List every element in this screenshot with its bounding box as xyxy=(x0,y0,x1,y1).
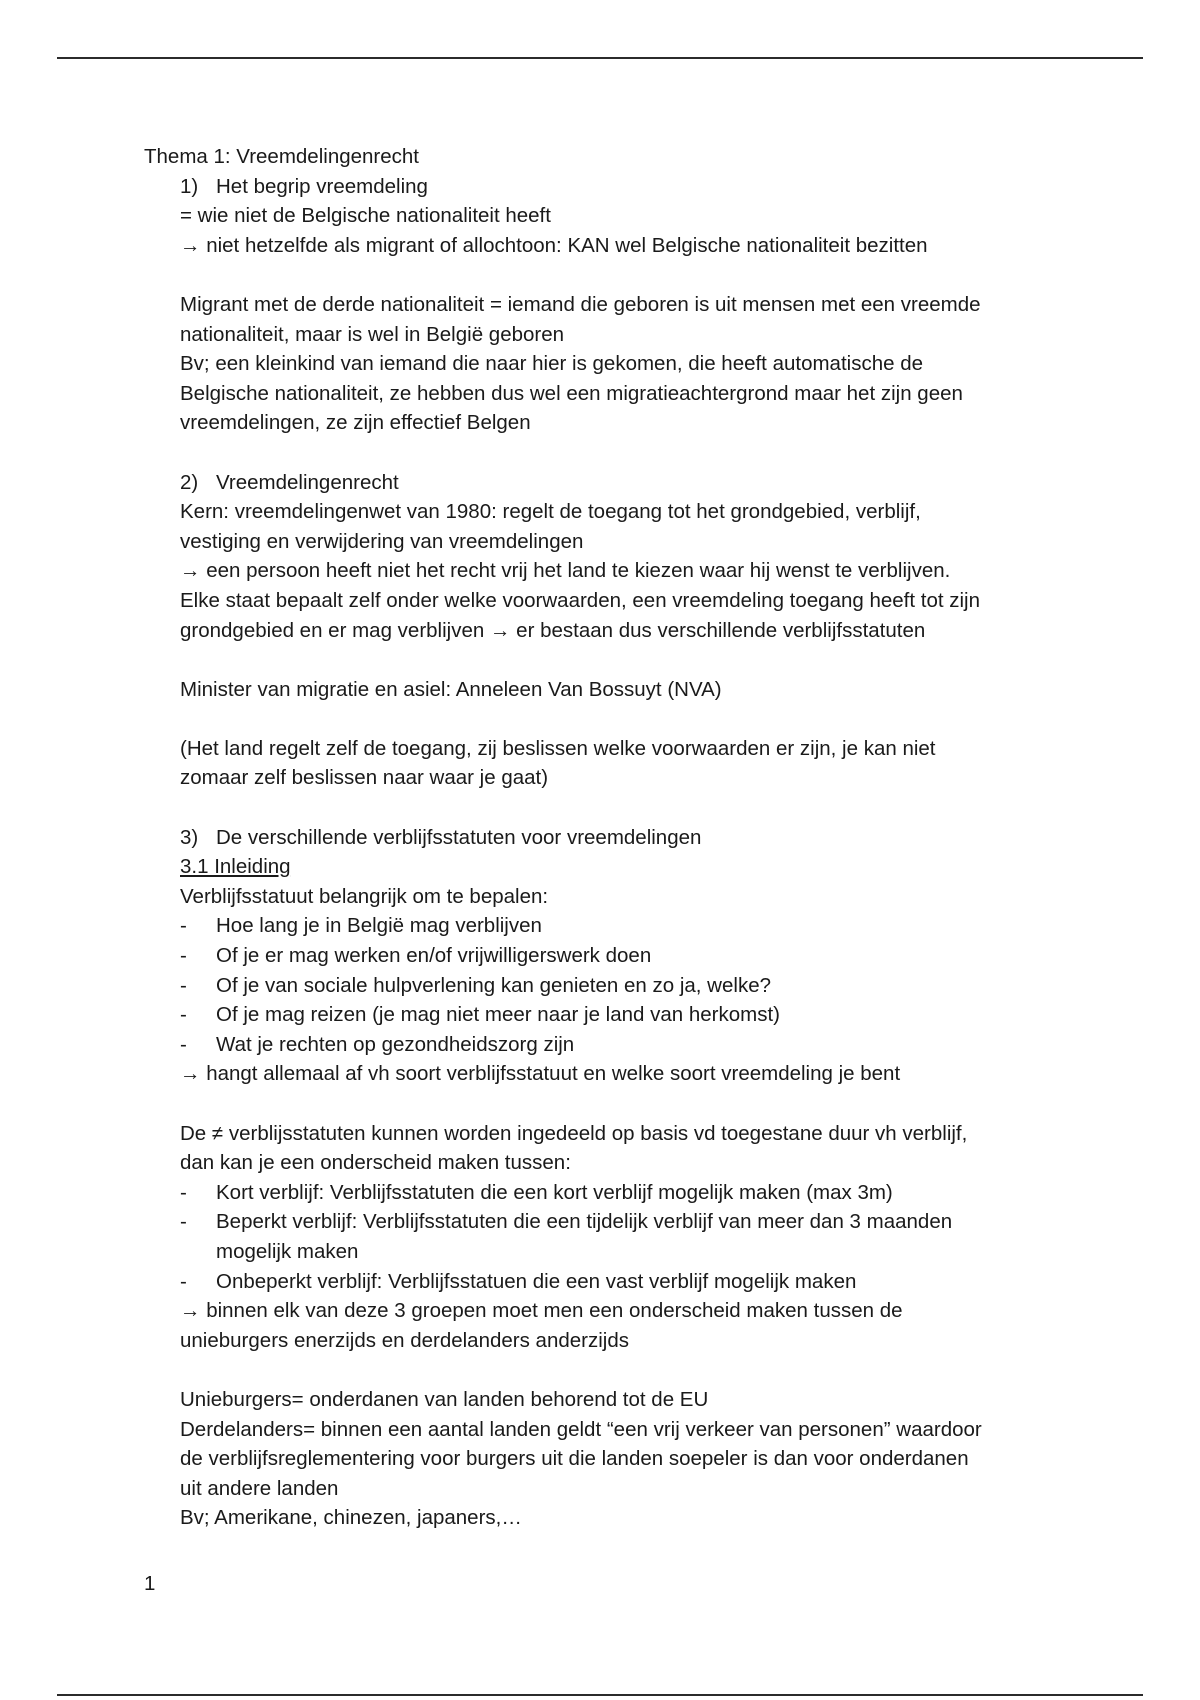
footer-rule xyxy=(57,1694,1143,1696)
list-item xyxy=(144,911,1064,941)
section-3-heading xyxy=(144,823,1064,853)
paragraph-line: nationaliteit, maar is wel in België geboren xyxy=(180,322,565,346)
list-item-text: Hoe lang je in België mag verblijven xyxy=(216,914,542,938)
spacer xyxy=(144,260,1064,290)
paragraph-line: → binnen elk van deze 3 groepen moet men een onderscheid maken tussen de xyxy=(180,1299,903,1323)
paragraph-line: vreemdelingen, ze zijn effectief Belgen xyxy=(180,411,531,435)
page-number: 1 xyxy=(144,1572,156,1595)
note-line: (Het land regelt zelf de toegang, zij beslissen welke voorwaarden er zijn, je kan niet xyxy=(180,736,936,760)
list-item-text: Beperkt verblijf: Verblijfsstatuten die een tijdelijk verblijf van meer dan 3 maanden xyxy=(216,1210,953,1234)
list-item-text: Kort verblijf: Verblijfsstatuten die een kort verblijf mogelijk maken (max 3m) xyxy=(216,1180,893,1204)
intro-line: Verblijfsstatuut belangrijk om te bepalen: xyxy=(180,884,549,908)
paragraph-line: vestiging en verwijdering van vreemdelingen xyxy=(180,529,584,553)
bullet-dash: - xyxy=(180,1003,187,1027)
section-1-heading xyxy=(144,172,1064,202)
section-2-number: 2) xyxy=(180,470,199,494)
spacer xyxy=(144,1355,1064,1385)
subsection-title: 3.1 Inleiding xyxy=(180,855,291,879)
document-body xyxy=(144,142,1064,1533)
paragraph-line: Elke staat bepaalt zelf onder welke voorwaarden, een vreemdeling toegang heeft tot zijn xyxy=(180,588,981,612)
list-item-text: Wat je rechten op gezondheidszorg zijn xyxy=(216,1032,575,1056)
spacer xyxy=(144,438,1064,468)
section-2-heading xyxy=(144,468,1064,498)
paragraph-line: → een persoon heeft niet het recht vrij het land te kiezen waar hij wenst te verblijven. xyxy=(180,559,951,583)
definition-derdelanders: Derdelanders= binnen een aantal landen geldt “een vrij verkeer van personen” waardoor xyxy=(180,1417,982,1441)
spacer xyxy=(144,704,1064,734)
list-item-text: Onbeperkt verblijf: Verblijfsstatuen die een vast verblijf mogelijk maken xyxy=(216,1269,857,1293)
paragraph-line: Kern: vreemdelingenwet van 1980: regelt de toegang tot het grondgebied, verblijf, xyxy=(180,500,921,524)
bullet-dash: - xyxy=(180,1032,187,1056)
section-1-number: 1) xyxy=(180,174,199,198)
paragraph-line: dan kan je een onderscheid maken tussen: xyxy=(180,1151,571,1175)
list-item-text: Of je er mag werken en/of vrijwilligerswerk doen xyxy=(216,944,652,968)
list-item xyxy=(144,1030,1064,1060)
section-2-title: Vreemdelingenrecht xyxy=(216,470,399,494)
bullet-dash: - xyxy=(180,944,187,968)
bullet-dash: - xyxy=(180,914,187,938)
paragraph-line: uit andere landen xyxy=(180,1476,339,1500)
paragraph-line: de verblijfsreglementering voor burgers uit die landen soepeler is dan voor onderdanen xyxy=(180,1447,969,1471)
spacer xyxy=(144,1089,1064,1119)
list-item xyxy=(144,1267,1064,1297)
section-1-title: Het begrip vreemdeling xyxy=(216,174,428,198)
list-item xyxy=(144,1178,1064,1208)
section-3-number: 3) xyxy=(180,825,199,849)
list-item-text: Of je mag reizen (je mag niet meer naar je land van herkomst) xyxy=(216,1003,781,1027)
paragraph-line: unieburgers enerzijds en derdelanders anderzijds xyxy=(180,1328,629,1352)
section-3-title: De verschillende verblijfsstatuten voor vreemdelingen xyxy=(216,825,702,849)
definition-line: = wie niet de Belgische nationaliteit heeft xyxy=(180,204,551,228)
list-item xyxy=(144,941,1064,971)
list-item xyxy=(144,971,1064,1001)
list-item xyxy=(144,1000,1064,1030)
definition-unieburgers: Unieburgers= onderdanen van landen behorend tot de EU xyxy=(180,1387,709,1411)
header-rule xyxy=(57,57,1143,59)
minister-line: Minister van migratie en asiel: Anneleen Van Bossuyt (NVA) xyxy=(180,677,722,701)
paragraph-line: grondgebied en er mag verblijven → er bestaan dus verschillende verblijfsstatuten xyxy=(180,618,926,642)
bullet-dash: - xyxy=(180,1210,187,1234)
bullet-dash: - xyxy=(180,973,187,997)
paragraph-line: Migrant met de derde nationaliteit = iemand die geboren is uit mensen met een vreemde xyxy=(180,292,981,316)
subsection-heading xyxy=(144,852,1064,882)
paragraph-line: Bv; een kleinkind van iemand die naar hier is gekomen, die heeft automatische de xyxy=(180,352,924,376)
example-line: Bv; Amerikane, chinezen, japaners,… xyxy=(180,1506,522,1530)
bullet-dash: - xyxy=(180,1180,187,1204)
document-title: Thema 1: Vreemdelingenrecht xyxy=(144,145,419,168)
definition-note: → niet hetzelfde als migrant of allochtoon: KAN wel Belgische nationaliteit bezitten xyxy=(180,233,928,257)
list-item-continuation: mogelijk maken xyxy=(216,1239,359,1263)
spacer xyxy=(144,793,1064,823)
list-item xyxy=(144,1207,1064,1237)
spacer xyxy=(144,645,1064,675)
paragraph-line: Belgische nationaliteit, ze hebben dus wel een migratieachtergrond maar het zijn geen xyxy=(180,381,963,405)
list-item-text: Of je van sociale hulpverlening kan genieten en zo ja, welke? xyxy=(216,973,771,997)
note-line: zomaar zelf beslissen naar waar je gaat) xyxy=(180,766,549,790)
conclusion-line: → hangt allemaal af vh soort verblijfsstatuut en welke soort vreemdeling je bent xyxy=(180,1062,901,1086)
paragraph-line: De ≠ verblijsstatuten kunnen worden ingedeeld op basis vd toegestane duur vh verblijf, xyxy=(180,1121,968,1145)
bullet-dash: - xyxy=(180,1269,187,1293)
